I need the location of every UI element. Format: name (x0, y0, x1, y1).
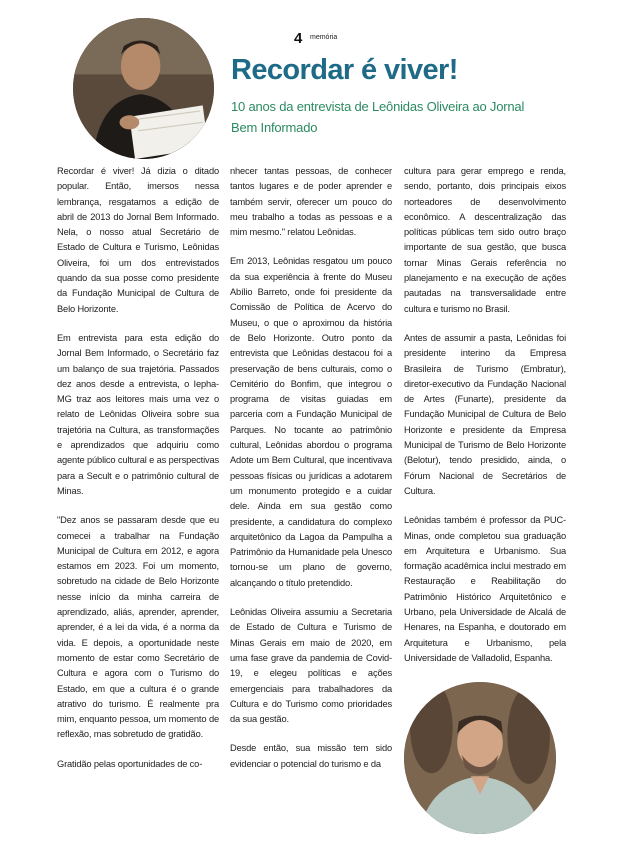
photo-portrait-reading (73, 18, 214, 159)
paragraph: Em entrevista para esta edição do Jornal Bem Informado, o Secretário faz um balanço de sua trajetória. Passados dez anos desde a entrevista, o Iepha-MG traz aos leitores mais uma vez o relato de Leônidas Oliveira sobre sua trajetória na Cultura, as transformações e aprendizados que adquiriu como agente público cultural e as perspectivas para a Secult e o patrimônio cultural de Minas. (57, 332, 219, 496)
paragraph: Leônidas também é professor da PUC-Minas, onde completou sua graduação em Arquitetura e Urbanismo. Sua formação acadêmica inclui mestrado em Restauração e Reabilitação do Patrimônio Histórico Arquitetônico e Urbano, pela Universidade de Alcalá de Henares, na Espanha, e doutorado em Arquitetura e Urbanismo, pela Universidade de Valladolid, Espanha. (404, 515, 566, 663)
paragraph: Recordar é viver! Já dizia o ditado popular. Então, imersos nessa lembrança, resgatamos a edição de abril de 2013 do Jornal Bem Informado. Nela, o nosso atual Secretário de Estado de Cultura e Turismo, Leônidas Oliveira, foi um dos entrevistados quando da sua posse como presidente da Fundação Municipal de Cultura de Belo Horizonte. (57, 166, 219, 314)
page-number: 4 (294, 30, 303, 47)
article-title: Recordar é viver! (231, 54, 458, 86)
article-subtitle: 10 anos da entrevista de Leônidas Oliveira ao Jornal Bem Informado (231, 99, 525, 135)
paragraph: Antes de assumir a pasta, Leônidas foi presidente interino da Empresa Brasileira de Turismo (Embratur), diretor-executivo da Fundação Nacional de Artes (Funarte), presidente da Fundação Municipal de Cultura de Belo Horizonte e presidente da Empresa Municipal de Turismo de Belo Horizonte (Belotur), tendo presidido, ainda, o Fórum Nacional de Secretários de Cultura. (404, 332, 566, 496)
paragraph: Gratidão pelas oportunidades de co- (57, 758, 203, 769)
article-column-3 (404, 164, 566, 680)
paragraph: Em 2013, Leônidas resgatou um pouco da sua experiência à frente do Museu Abílio Barreto, onde foi presidente da Comissão de Política de Acervo do Museu, o que o aproximou da história de Belo Horizonte. Outro ponto da entrevista que Leônidas destacou foi a preservação de bens culturais, como o Cemitério do Bonfim, que integrou o programa de visitas guiadas em parceria com a Fundação Municipal de Parques. No tocante ao patrimônio cultural, Leônidas abordou o programa Adote um Bem Cultural, que incentivava pessoas físicas ou jurídicas a adotarem um monumento protegido e a cuidar dele. Ainda em sua gestão como presidente, a candidatura do complexo arquitetônico da Lagoa da Pampulha a Patrimônio da Humanidade pela Unesco tornou-se um plano de governo, alcançando o título pretendido. (230, 256, 392, 588)
paragraph: cultura para gerar emprego e renda, sendo, portanto, dois principais eixos norteadores de desenvolvimento econômico. A descentralização das políticas públicas tem sido outro braço importante de sua gestão, que busca tornar Minas Gerais referência no planejamento e na execução de ações pautadas na transversalidade entre cultura e turismo no Brasil. (404, 166, 566, 314)
article-column-2 (230, 164, 392, 786)
paragraph: Leônidas Oliveira assumiu a Secretaria de Estado de Cultura e Turismo de Minas Gerais em maio de 2020, em uma fase grave da pandemia de Covid-19, e elegeu políticas e ações emergenciais para trabalhadores da Cultura e do Turismo como prioridades da sua gestão. (230, 607, 392, 725)
section-label: memória (310, 34, 338, 41)
article-column-1 (57, 164, 219, 786)
paragraph: nhecer tantas pessoas, de conhecer tantos lugares e de poder aprender e também servir, oferecer um pouco do meu trabalho a todas as pessoas e a mim mesmo." relatou Leônidas. (230, 166, 392, 238)
paragraph: "Dez anos se passaram desde que eu comecei a trabalhar na Fundação Municipal de Cultura em 2012, e agora estamos em 2023. Foi um momento, sobretudo na cidade de Belo Horizonte nesse início da minha carreira de aprendizado, aliás, aprender, aprender, aprender, é a lei da vida, é a norma da vida. E depois, a oportunidade neste momento de estar como Secretário de Cultura e agora com o Turismo do Estado, em que a cultura é o grande atrativo do turismo. É realmente pra mim, enquanto pessoa, um momento de reflexão, mas sobretudo de gratidão. (57, 515, 219, 740)
paragraph: Desde então, sua missão tem sido evidenciar o potencial do turismo e da (230, 743, 392, 769)
photo-portrait-smiling (404, 682, 556, 834)
